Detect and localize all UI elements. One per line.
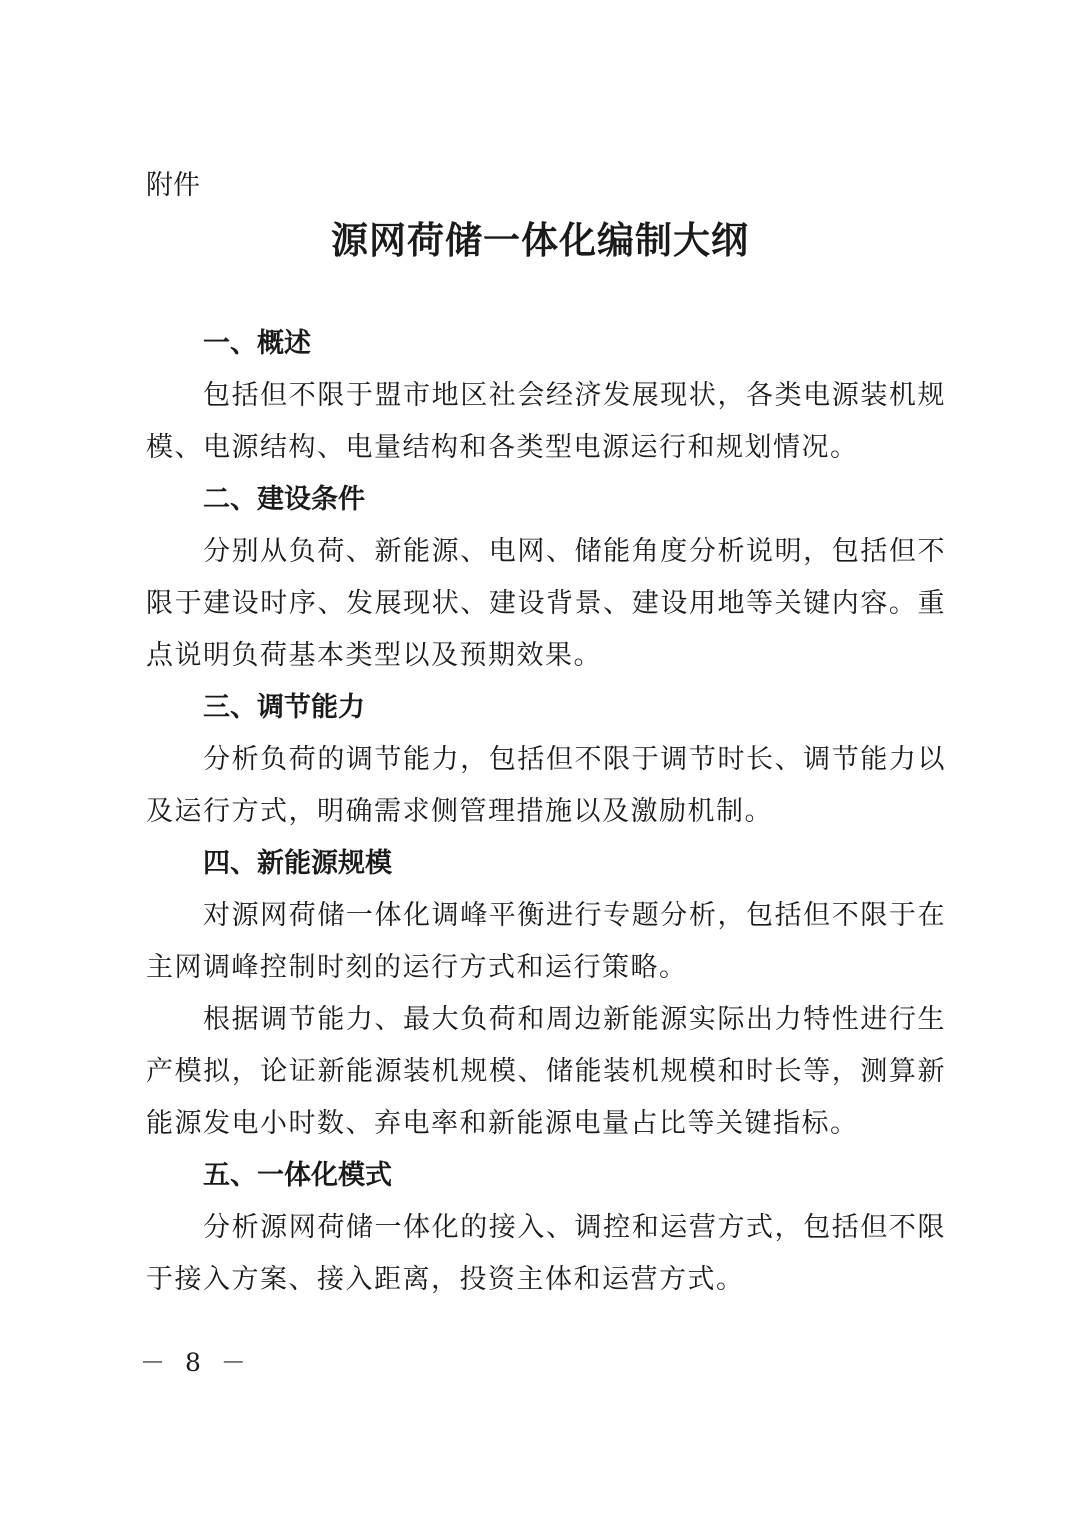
- section-construction-conditions: [146, 474, 946, 682]
- section-paragraph: 分别从负荷、新能源、电网、储能角度分析说明，包括但不限于建设时序、发展现状、建设背景、建设用地等关键内容。重点说明负荷基本类型以及预期效果。: [146, 536, 946, 671]
- section-heading: 三、调节能力: [203, 692, 365, 723]
- section-new-energy-scale: [146, 838, 946, 1150]
- attachment-label: 附件: [146, 170, 200, 201]
- section-heading: 一、概述: [203, 328, 311, 359]
- section-paragraph: 对源网荷储一体化调峰平衡进行专题分析，包括但不限于在主网调峰控制时刻的运行方式和运行策略。: [146, 900, 946, 983]
- page-number: － 8 －: [140, 1348, 252, 1377]
- document-body: [146, 318, 946, 1306]
- document-title: 源网荷储一体化编制大纲: [331, 218, 749, 262]
- section-paragraph: 包括但不限于盟市地区社会经济发展现状，各类电源装机规模、电源结构、电量结构和各类型电源运行和规划情况。: [146, 380, 946, 463]
- section-integration-mode: [146, 1150, 946, 1306]
- section-heading: 二、建设条件: [203, 484, 365, 515]
- section-paragraph: 分析源网荷储一体化的接入、调控和运营方式，包括但不限于接入方案、接入距离，投资主体和运营方式。: [146, 1212, 946, 1295]
- section-paragraph: 分析负荷的调节能力，包括但不限于调节时长、调节能力以及运行方式，明确需求侧管理措施以及激励机制。: [146, 744, 946, 827]
- section-regulation-capacity: [146, 682, 946, 838]
- section-heading: 四、新能源规模: [203, 848, 392, 879]
- section-heading: 五、一体化模式: [203, 1160, 392, 1191]
- section-overview: [146, 318, 946, 474]
- section-paragraph: 根据调节能力、最大负荷和周边新能源实际出力特性进行生产模拟，论证新能源装机规模、储能装机规模和时长等，测算新能源发电小时数、弃电率和新能源电量占比等关键指标。: [146, 1004, 946, 1139]
